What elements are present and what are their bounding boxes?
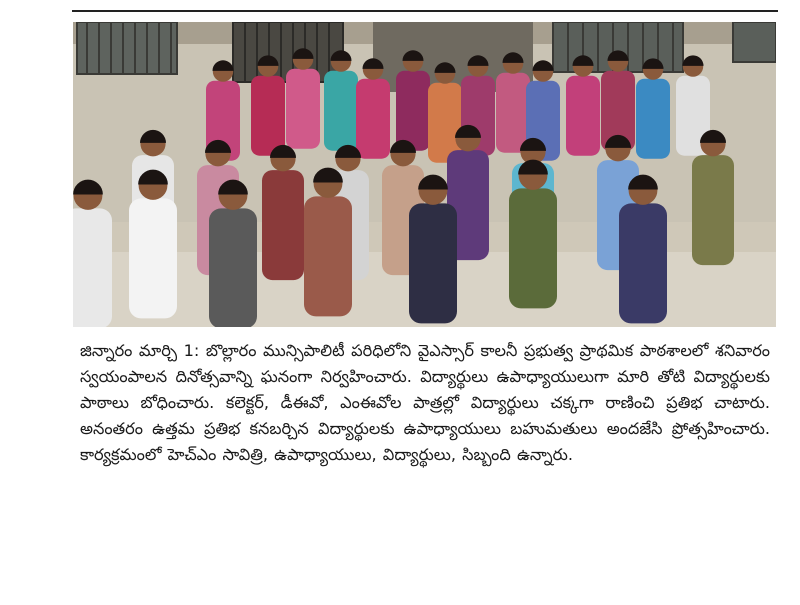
group-photo-illustration: [73, 22, 776, 327]
news-caption: జిన్నారం మార్చి 1: బొల్లారం మున్సిపాలిటీ పరిధిలోని వైఎస్సార్ కాలనీ ప్రభుత్వ ప్రాథమిక పాఠశాలలో శనివారం స్వయంపాలన దినోత్సవాన్ని ఘనంగా నిర్వహించారు. విద్యార్థులు ఉపాధ్యాయులుగా మారి తోటి విద్యార్థులకు పాఠాలు బోధించారు. కలెక్టర్, డీఈవో, ఎంఈవోల పాత్రల్లో విద్యార్థులు చక్కగా రాణించి ప్రతిభ చాటారు. అనంతరం ఉత్తమ ప్రతిభ కనబర్చిన విద్యార్థులకు ఉపాధ్యాయులు బహుమతులు అందజేసి ప్రోత్సహించారు. కార్యక్రమంలో హెచ్ఎం సావిత్రి, ఉపాధ్యాయులు, విద్యార్థులు, సిబ్బంది ఉన్నారు.: [80, 341, 770, 464]
top-cut-headline-strip: [72, 0, 778, 12]
left-window: [77, 22, 177, 74]
news-photo: [73, 22, 776, 327]
top-divider-line: [72, 10, 778, 12]
